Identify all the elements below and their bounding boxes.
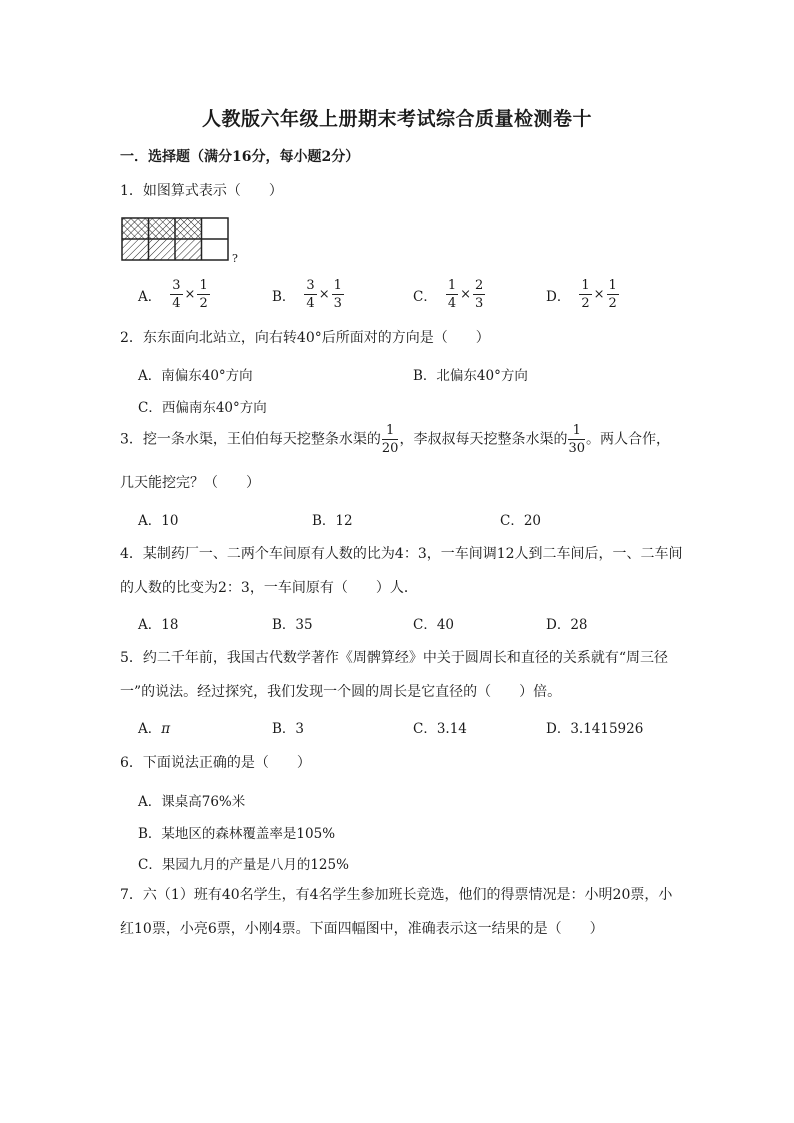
- fraction-grid-figure: [120, 215, 240, 265]
- question-1-stem: 1．如图算式表示（ ）: [120, 183, 283, 199]
- question-3-stem-line1: 3．挖一条水渠，王伯伯每天挖整条水渠的 $\frac{1}{20}$ ，李叔叔每天挖整条水渠的 $\frac{1}{30}$ 。两人合作，: [120, 423, 670, 456]
- question-5-stem-line2: 一”的说法。经过探究，我们发现一个圆的周长是它直径的（ ）倍。: [120, 684, 562, 700]
- question-1-option-d[interactable]: D． $\frac{1}{2}$ × $\frac{1}{2}$: [546, 278, 617, 311]
- question-3-option-b[interactable]: B．12: [312, 513, 353, 529]
- fraction: $\frac{1}{2}$: [581, 278, 590, 311]
- question-4-stem-line2: 的人数的比变为2：3，一车间原有（ ）人．: [120, 580, 418, 596]
- fraction: $\frac{3}{4}$: [172, 278, 181, 311]
- question-2-option-a[interactable]: A．南偏东40°方向: [138, 368, 253, 384]
- question-6-option-c[interactable]: C．果园九月的产量是八月的125%: [138, 857, 349, 873]
- question-2-option-c[interactable]: C．西偏南东40°方向: [138, 400, 267, 416]
- question-4-option-c[interactable]: C．40: [413, 617, 455, 633]
- fraction: $\frac{1}{3}$: [333, 278, 342, 311]
- fraction: $\frac{1}{2}$: [608, 278, 617, 311]
- question-4-stem-line1: 4．某制药厂一、二两个车间原有人数的比为4：3，一车间调12人到二车间后，一、二车间: [120, 546, 683, 562]
- question-3-option-a[interactable]: A．10: [138, 513, 179, 529]
- question-1-figure-mark: ?: [232, 252, 238, 265]
- question-1-figure: [120, 215, 240, 269]
- question-4-option-d[interactable]: D．28: [546, 617, 588, 633]
- question-6-option-b[interactable]: B．某地区的森林覆盖率是105%: [138, 826, 336, 842]
- question-6-stem: 6．下面说法正确的是（ ）: [120, 755, 311, 771]
- question-7-stem-line1: 7．六（1）班有40名学生，有4名学生参加班长竞选，他们的得票情况是：小明20票，小: [120, 887, 673, 903]
- question-3-option-c[interactable]: C．20: [500, 513, 542, 529]
- question-6-option-a[interactable]: A．课桌高76%米: [138, 794, 246, 810]
- question-5-stem-line1: 5．约二千年前，我国古代数学著作《周髀算经》中关于圆周长和直径的关系就有“周三径: [120, 650, 669, 666]
- question-5-option-c[interactable]: C．3.14: [413, 721, 467, 737]
- question-5-option-a[interactable]: A．π: [138, 721, 171, 737]
- question-2-stem: 2．东东面向北站立，向右转40°后所面对的方向是（ ）: [120, 330, 490, 346]
- question-4-option-a[interactable]: A．18: [138, 617, 179, 633]
- question-7-stem-line2: 红10票，小亮6票，小刚4票。下面四幅图中，准确表示这一结果的是（ ）: [120, 921, 604, 937]
- question-5-option-d[interactable]: D．3.1415926: [546, 721, 644, 737]
- question-2-option-b[interactable]: B．北偏东40°方向: [413, 368, 528, 384]
- hatched-region: [122, 239, 202, 260]
- question-3-stem-line2: 几天能挖完？（ ）: [120, 475, 260, 491]
- fraction: $\frac{2}{3}$: [475, 278, 484, 311]
- page-title: 人教版六年级上册期末考试综合质量检测卷十: [201, 108, 592, 130]
- fraction: $\frac{1}{4}$: [447, 278, 457, 311]
- fraction: $\frac{1}{30}$: [568, 423, 585, 456]
- fraction: $\frac{1}{20}$: [381, 423, 399, 456]
- question-1-option-c[interactable]: C． $\frac{1}{4}$ × $\frac{2}{3}$: [413, 278, 484, 311]
- question-1-option-b[interactable]: B． $\frac{3}{4}$ × $\frac{1}{3}$: [272, 278, 342, 311]
- fraction: $\frac{3}{4}$: [306, 278, 315, 311]
- question-4-option-b[interactable]: B．35: [272, 617, 313, 633]
- fraction: $\frac{1}{2}$: [199, 278, 208, 311]
- question-1-option-a[interactable]: A． $\frac{3}{4}$ × $\frac{1}{2}$: [138, 278, 208, 311]
- section-heading: 一．选择题（满分16分，每小题2分）: [120, 149, 360, 165]
- pi-symbol: π: [161, 721, 171, 737]
- question-5-option-b[interactable]: B．3: [272, 721, 305, 737]
